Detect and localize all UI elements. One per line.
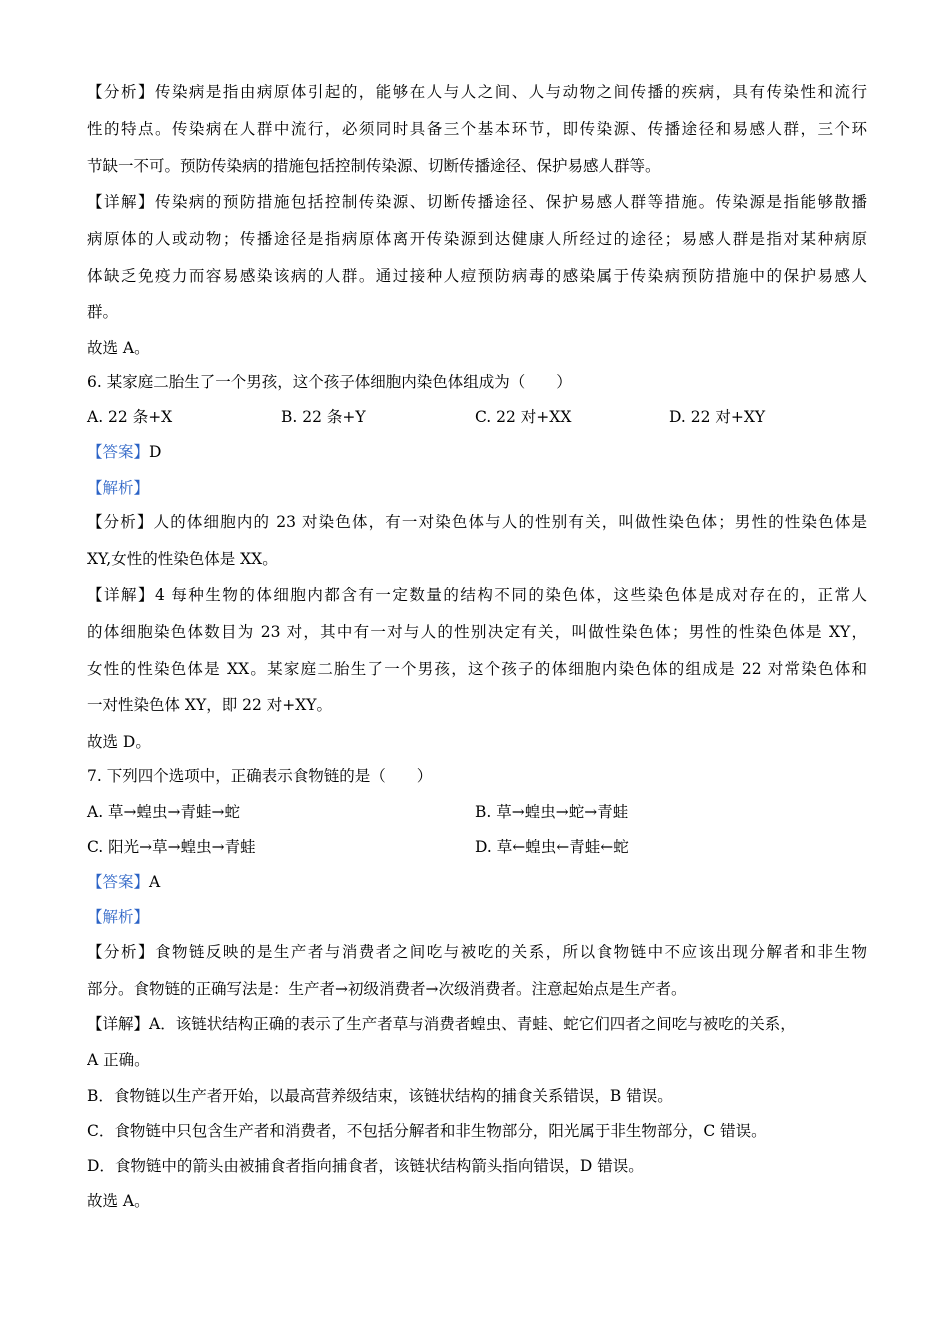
q5-conclusion: 故选 A。 bbox=[87, 339, 150, 357]
q5-detail-line-2: 病原体的人或动物；传播途径是指病原体离开传染源到达健康人所经过的途径；易感人群是指对某种病原 bbox=[87, 230, 867, 248]
answer-tag: 【答案】 bbox=[87, 873, 150, 891]
q5-analysis-line-1: 【分析】传染病是指由病原体引起的，能够在人与人之间、人与动物之间传播的疾病，具有传染性和流行 bbox=[87, 83, 867, 101]
answer-tag: 【答案】 bbox=[87, 443, 150, 461]
q6-answer: 【答案】D bbox=[87, 443, 162, 461]
q6-option-c: C. 22 对+XX bbox=[475, 408, 572, 426]
detail-tag: 【详解】 bbox=[87, 193, 155, 211]
q6-analysis-line-1: 【分析】人的体细胞内的 23 对染色体，有一对染色体与人的性别有关，叫做性染色体；男性的性染色体是 bbox=[87, 513, 867, 531]
q6-detail-line-4: 一对性染色体 XY，即 22 对+XY。 bbox=[87, 696, 333, 714]
q6-explain-tag: 【解析】 bbox=[87, 479, 150, 497]
q6-detail-line-2: 的体细胞染色体数目为 23 对，其中有一对与人的性别决定有关，叫做性染色体；男性的性染色体是 XY， bbox=[87, 623, 867, 641]
q7-explain-tag: 【解析】 bbox=[87, 908, 150, 926]
q7-option-d: D. 草←蝗虫←青蛙←蛇 bbox=[475, 838, 629, 856]
q5-detail-line-3: 体缺乏免疫力而容易感染该病的人群。通过接种人痘预防病毒的感染属于传染病预防措施中的保护易感人 bbox=[87, 267, 867, 285]
analysis-tag: 【分析】 bbox=[87, 513, 154, 531]
q7-detail-b: B．食物链以生产者开始，以最高营养级结束，该链状结构的捕食关系错误，B 错误。 bbox=[87, 1087, 673, 1105]
q6-analysis-line-2: XY,女性的性染色体是 XX。 bbox=[87, 550, 278, 568]
q5-detail-line-1: 【详解】传染病的预防措施包括控制传染源、切断传播途径、保护易感人群等措施。传染源是指能够散播 bbox=[87, 193, 867, 211]
q7-detail-line-1: 【详解】A．该链状结构正确的表示了生产者草与消费者蝗虫、青蛙、蛇它们四者之间吃与被吃的关系， bbox=[87, 1015, 796, 1033]
q5-analysis-line-3: 节缺一不可。预防传染病的措施包括控制传染源、切断传播途径、保护易感人群等。 bbox=[87, 157, 661, 175]
q6-option-b: B. 22 条+Y bbox=[281, 408, 366, 426]
analysis-tag: 【分析】 bbox=[87, 83, 155, 101]
q5-detail-line-4: 群。 bbox=[87, 303, 119, 321]
q7-question: 7. 下列四个选项中，正确表示食物链的是（ ） bbox=[87, 767, 433, 785]
q7-analysis-line-2: 部分。食物链的正确写法是：生产者→初级消费者→次级消费者。注意起始点是生产者。 bbox=[87, 980, 687, 998]
q6-option-a: A. 22 条+X bbox=[87, 408, 173, 426]
q6-question: 6. 某家庭二胎生了一个男孩，这个孩子体细胞内染色体组成为（ ） bbox=[87, 373, 572, 391]
q5-analysis-line-2: 性的特点。传染病在人群中流行，必须同时具备三个基本环节，即传染源、传播途径和易感人群，三个环 bbox=[87, 120, 867, 138]
q7-option-c: C. 阳光→草→蝗虫→青蛙 bbox=[87, 838, 256, 856]
detail-tag: 【详解】 bbox=[87, 586, 156, 604]
q7-conclusion: 故选 A。 bbox=[87, 1192, 150, 1210]
analysis-tag: 【分析】 bbox=[87, 943, 155, 961]
q7-option-a: A. 草→蝗虫→青蛙→蛇 bbox=[87, 803, 241, 821]
q7-detail-line-2: A 正确。 bbox=[87, 1051, 150, 1069]
q6-conclusion: 故选 D。 bbox=[87, 733, 151, 751]
q6-detail-line-3: 女性的性染色体是 XX。某家庭二胎生了一个男孩，这个孩子的体细胞内染色体的组成是 22 对常染色体和 bbox=[87, 660, 867, 678]
q7-option-b: B. 草→蝗虫→蛇→青蛙 bbox=[475, 803, 629, 821]
q6-detail-line-1: 【详解】4 每种生物的体细胞内都含有一定数量的结构不同的染色体，这些染色体是成对存在的，正常人 bbox=[87, 586, 867, 604]
q7-detail-d: D．食物链中的箭头由被捕食者指向捕食者，该链状结构箭头指向错误，D 错误。 bbox=[87, 1157, 644, 1175]
q7-answer: 【答案】A bbox=[87, 873, 161, 891]
q7-detail-c: C．食物链中只包含生产者和消费者，不包括分解者和非生物部分，阳光属于非生物部分，C 错误。 bbox=[87, 1122, 767, 1140]
q6-option-d: D. 22 对+XY bbox=[669, 408, 766, 426]
q7-analysis-line-1: 【分析】食物链反映的是生产者与消费者之间吃与被吃的关系，所以食物链中不应该出现分解者和非生物 bbox=[87, 943, 867, 961]
detail-tag: 【详解】 bbox=[87, 1015, 150, 1033]
